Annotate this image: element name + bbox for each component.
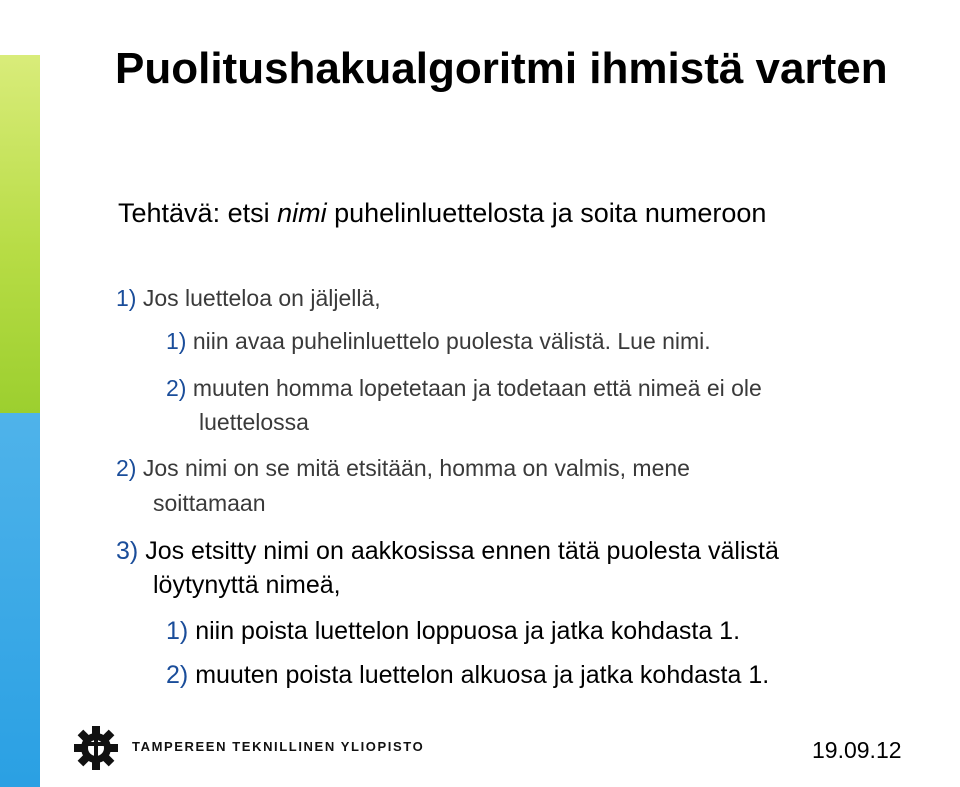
- task-emphasis: nimi: [277, 198, 327, 228]
- slide-title: Puolitushakualgoritmi ihmistä varten: [115, 44, 888, 93]
- side-accent-bar-blue: [0, 413, 40, 787]
- step-3-text: Jos etsitty nimi on aakkosissa ennen tätä puolesta välistä: [145, 537, 779, 565]
- side-accent-bar-green: [0, 55, 40, 413]
- step-3-sub-2: [166, 659, 769, 691]
- step-1-sub-2: [166, 372, 762, 404]
- step-3-sub-1-text: niin poista luettelon loppuosa ja jatka kohdasta 1.: [195, 617, 741, 645]
- university-name: TAMPEREEN TEKNILLINEN YLIOPISTO: [132, 739, 425, 754]
- task-statement: [118, 196, 766, 230]
- step-3-sub-1-number: 1): [166, 617, 189, 645]
- step-3-sub-2-text: muuten poista luettelon alkuosa ja jatka kohdasta 1.: [195, 661, 770, 689]
- step-2-text: Jos nimi on se mitä etsitään, homma on valmis, mene: [142, 455, 690, 481]
- step-2-continued: [153, 487, 266, 519]
- task-prefix: Tehtävä: etsi: [118, 198, 278, 228]
- step-1-sub-2-text-continued: luettelossa: [199, 409, 309, 435]
- step-1-sub-2-continued: [199, 406, 309, 438]
- step-3: [116, 535, 779, 567]
- task-suffix: puhelinluettelosta ja soita numeroon: [326, 198, 767, 228]
- step-1-sub-2-number: 2): [166, 375, 187, 401]
- tut-gear-logo-icon: [70, 722, 122, 779]
- step-1: [116, 282, 381, 314]
- step-1-sub-2-text: muuten homma lopetetaan ja todetaan että nimeä ei ole: [192, 375, 762, 401]
- step-1-number: 1): [116, 285, 137, 311]
- step-2: [116, 452, 690, 484]
- step-3-sub-2-number: 2): [166, 661, 189, 689]
- step-3-sub-1: [166, 615, 740, 647]
- step-1-sub-1-text: niin avaa puhelinluettelo puolesta välistä. Lue nimi.: [192, 328, 711, 354]
- step-1-sub-1: [166, 325, 711, 357]
- step-3-number: 3): [116, 537, 139, 565]
- step-3-text-continued: löytynyttä nimeä,: [153, 571, 341, 599]
- slide-date: 19.09.12: [812, 737, 902, 763]
- step-2-text-continued: soittamaan: [153, 490, 266, 516]
- step-3-continued: [153, 569, 341, 601]
- step-2-number: 2): [116, 455, 137, 481]
- step-1-sub-1-number: 1): [166, 328, 187, 354]
- step-1-text: Jos luetteloa on jäljellä,: [142, 285, 381, 311]
